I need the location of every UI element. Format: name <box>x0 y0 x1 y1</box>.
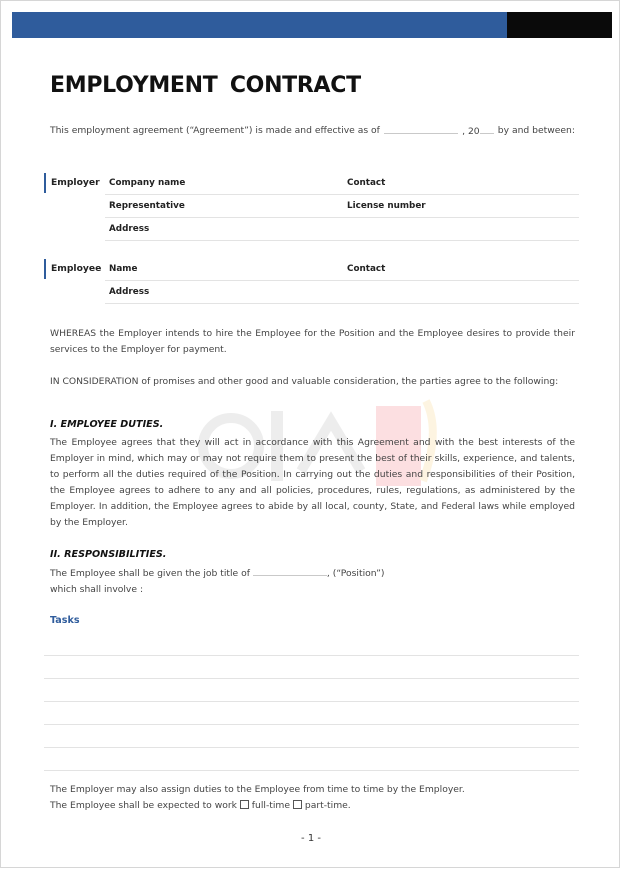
employee-contact-label: Contact <box>347 264 386 274</box>
section2-line1-after: , (“Position”) <box>326 568 385 579</box>
table-row <box>105 281 579 304</box>
employer-address-label: Address <box>109 224 150 234</box>
page-title: EMPLOYMENT CONTRACT <box>50 73 361 98</box>
full-time-checkbox[interactable] <box>240 800 249 809</box>
section2-line1-before: The Employee shall be given the job title of <box>50 568 250 579</box>
footer-paragraph <box>50 782 575 814</box>
employer-company-name-label: Company name <box>109 178 186 188</box>
intro-text-before: This employment agreement (“Agreement”) is made and effective as of <box>50 125 380 136</box>
employee-address-label: Address <box>109 287 150 297</box>
task-lines <box>44 633 579 771</box>
table-row <box>105 195 579 218</box>
part-time-checkbox[interactable] <box>293 800 302 809</box>
intro-text-after: by and between: <box>497 125 575 136</box>
header-bar <box>12 12 612 38</box>
section2-title: II. RESPONSIBILITIES. <box>50 549 167 560</box>
task-line[interactable] <box>44 748 579 771</box>
task-line[interactable] <box>44 679 579 702</box>
part-time-label: part-time. <box>304 800 351 811</box>
employee-table <box>105 258 579 304</box>
page-number: - 1 - <box>301 833 321 844</box>
job-title-blank[interactable] <box>253 565 327 576</box>
employee-name-label: Name <box>109 264 138 274</box>
year-blank[interactable] <box>480 123 494 134</box>
task-line[interactable] <box>44 656 579 679</box>
employee-label: Employee <box>44 259 101 279</box>
employer-label: Employer <box>44 173 100 193</box>
whereas-paragraph: WHEREAS the Employer intends to hire the Employee for the Position and the Employee desires to provide their services to the Employer for payment. <box>50 328 575 355</box>
table-row <box>105 258 579 281</box>
intro-line <box>50 123 575 140</box>
full-time-label: full-time <box>251 800 291 811</box>
table-row <box>105 172 579 195</box>
footer-line2 <box>50 798 575 814</box>
employer-license-label: License number <box>347 201 426 211</box>
task-line[interactable] <box>44 725 579 748</box>
task-line[interactable] <box>44 633 579 656</box>
intro-year-prefix: , 20 <box>462 126 480 137</box>
section2-body <box>50 565 575 598</box>
header-bar-blue <box>12 12 507 38</box>
date-blank[interactable] <box>384 123 458 134</box>
employer-table <box>105 172 579 241</box>
footer-line1: The Employer may also assign duties to the Employee from time to time by the Employer. <box>50 784 465 795</box>
consideration-paragraph: IN CONSIDERATION of promises and other good and valuable consideration, the parties agree to the following: <box>50 376 559 387</box>
section2-line2: which shall involve : <box>50 584 144 595</box>
footer-line2-before: The Employee shall be expected to work <box>50 800 237 811</box>
section1-title: I. EMPLOYEE DUTIES. <box>50 419 164 430</box>
header-bar-black <box>507 12 612 38</box>
section1-body: The Employee agrees that they will act in accordance with this Agreement and with the best interests of the Employer in mind, which may or may not require them to present the best of their skills, experience, and talents, to perform all the duties required of the Position. In carrying out the duties and responsibilities of their Position, the Employee agrees to adhere to any and all policies, procedures, rules, regulations, as administered by the Employer. In addition, the Employee agrees to abide by all local, county, State, and Federal laws while employed by the Employer. <box>50 437 575 528</box>
task-line[interactable] <box>44 702 579 725</box>
employer-representative-label: Representative <box>109 201 185 211</box>
table-row <box>105 218 579 241</box>
employer-contact-label: Contact <box>347 178 386 188</box>
tasks-label: Tasks <box>50 615 80 626</box>
